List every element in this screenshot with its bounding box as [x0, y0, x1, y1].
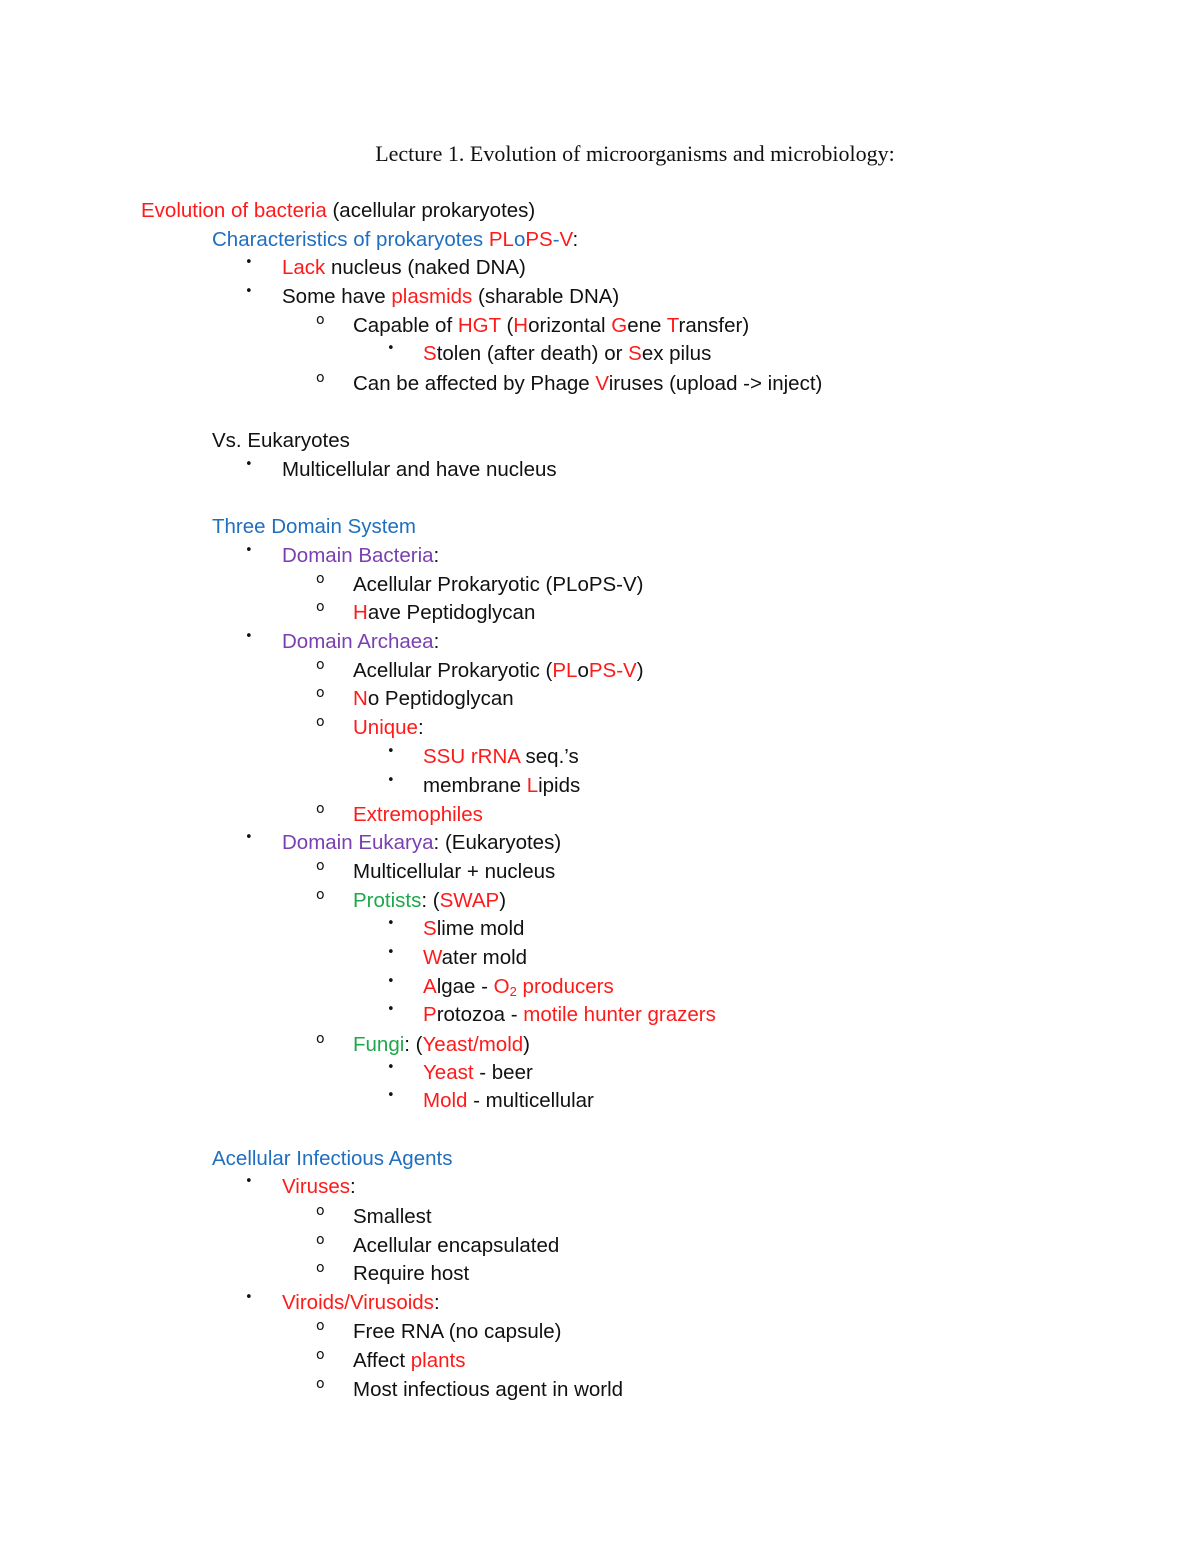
bullet-icon: • — [387, 1060, 395, 1075]
bullet-icon: • — [245, 543, 253, 558]
hollow-bullet-icon: o — [316, 312, 325, 328]
hollow-bullet-icon: o — [316, 1347, 325, 1363]
hollow-bullet-icon: o — [316, 599, 325, 615]
list-item: Unique: — [353, 716, 424, 739]
bullet-icon: • — [387, 1088, 395, 1103]
list-item: Free RNA (no capsule) — [353, 1320, 562, 1343]
list-item: Algae - $O_2$ producers — [423, 975, 614, 999]
bullet-icon: • — [387, 1002, 395, 1017]
hollow-bullet-icon: o — [316, 1031, 325, 1047]
bullet-icon: • — [245, 255, 253, 270]
bullet-icon: • — [387, 916, 395, 931]
hollow-bullet-icon: o — [316, 714, 325, 730]
hollow-bullet-icon: o — [316, 887, 325, 903]
list-item: Acellular encapsulated — [353, 1234, 560, 1257]
bullet-icon: • — [387, 744, 395, 759]
bullet-icon: • — [245, 629, 253, 644]
bullet-icon: • — [245, 457, 253, 472]
list-item: Lack nucleus (naked DNA) — [282, 256, 526, 279]
list-item: Viroids/Virusoids: — [282, 1291, 440, 1314]
section-heading-three-domain: Three Domain System — [212, 515, 416, 538]
bullet-icon: • — [245, 1290, 253, 1305]
list-item: Multicellular and have nucleus — [282, 458, 557, 481]
list-item: Viruses: — [282, 1175, 356, 1198]
list-item: Slime mold — [423, 917, 525, 940]
bullet-icon: • — [245, 284, 253, 299]
list-item: Have Peptidoglycan — [353, 601, 536, 624]
subheading-characteristics: Characteristics of prokaryotes PLoPS-V: — [212, 228, 579, 251]
bullet-icon: • — [387, 341, 395, 356]
list-item: Yeast - beer — [423, 1061, 533, 1084]
list-item: membrane Lipids — [423, 774, 581, 797]
section-heading-evolution: Evolution of bacteria (acellular prokaryotes) — [141, 199, 536, 222]
list-item: No Peptidoglycan — [353, 687, 514, 710]
bullet-icon: • — [387, 945, 395, 960]
section-heading-eukaryotes: Vs. Eukaryotes — [212, 429, 350, 452]
bullet-icon: • — [387, 974, 395, 989]
list-item: Extremophiles — [353, 803, 483, 826]
list-item: Capable of HGT (Horizontal Gene Transfer) — [353, 314, 750, 337]
page-title: Lecture 1. Evolution of microorganisms and microbiology: — [375, 141, 895, 166]
list-item: Domain Bacteria: — [282, 544, 440, 567]
hollow-bullet-icon: o — [316, 685, 325, 701]
hollow-bullet-icon: o — [316, 1260, 325, 1276]
hollow-bullet-icon: o — [316, 801, 325, 817]
list-item: Require host — [353, 1262, 470, 1285]
list-item: Some have plasmids (sharable DNA) — [282, 285, 620, 308]
hollow-bullet-icon: o — [316, 657, 325, 673]
section-heading-acellular-agents: Acellular Infectious Agents — [212, 1147, 453, 1170]
list-item: Mold - multicellular — [423, 1089, 594, 1112]
hollow-bullet-icon: o — [316, 1232, 325, 1248]
hollow-bullet-icon: o — [316, 571, 325, 587]
hollow-bullet-icon: o — [316, 1203, 325, 1219]
list-item: Multicellular + nucleus — [353, 860, 556, 883]
list-item: Protists: (SWAP) — [353, 889, 507, 912]
list-item: Most infectious agent in world — [353, 1378, 624, 1401]
list-item: Acellular Prokaryotic (PLoPS-V) — [353, 659, 644, 682]
list-item: SSU rRNA seq.’s — [423, 745, 579, 768]
list-item: Affect plants — [353, 1349, 466, 1372]
bullet-icon: • — [245, 1174, 253, 1189]
list-item: Fungi: (Yeast/mold) — [353, 1033, 530, 1056]
list-item: Protozoa - motile hunter grazers — [423, 1003, 716, 1026]
list-item: Domain Archaea: — [282, 630, 440, 653]
list-item: Smallest — [353, 1205, 432, 1228]
bullet-icon: • — [245, 830, 253, 845]
bullet-icon: • — [387, 773, 395, 788]
hollow-bullet-icon: o — [316, 370, 325, 386]
hollow-bullet-icon: o — [316, 858, 325, 874]
hollow-bullet-icon: o — [316, 1318, 325, 1334]
list-item: Domain Eukarya: (Eukaryotes) — [282, 831, 562, 854]
list-item: Can be affected by Phage Viruses (upload -> inject) — [353, 372, 823, 395]
list-item: Water mold — [423, 946, 528, 969]
hollow-bullet-icon: o — [316, 1376, 325, 1392]
list-item: Stolen (after death) or Sex pilus — [423, 342, 712, 365]
list-item: Acellular Prokaryotic (PLoPS-V) — [353, 573, 644, 596]
